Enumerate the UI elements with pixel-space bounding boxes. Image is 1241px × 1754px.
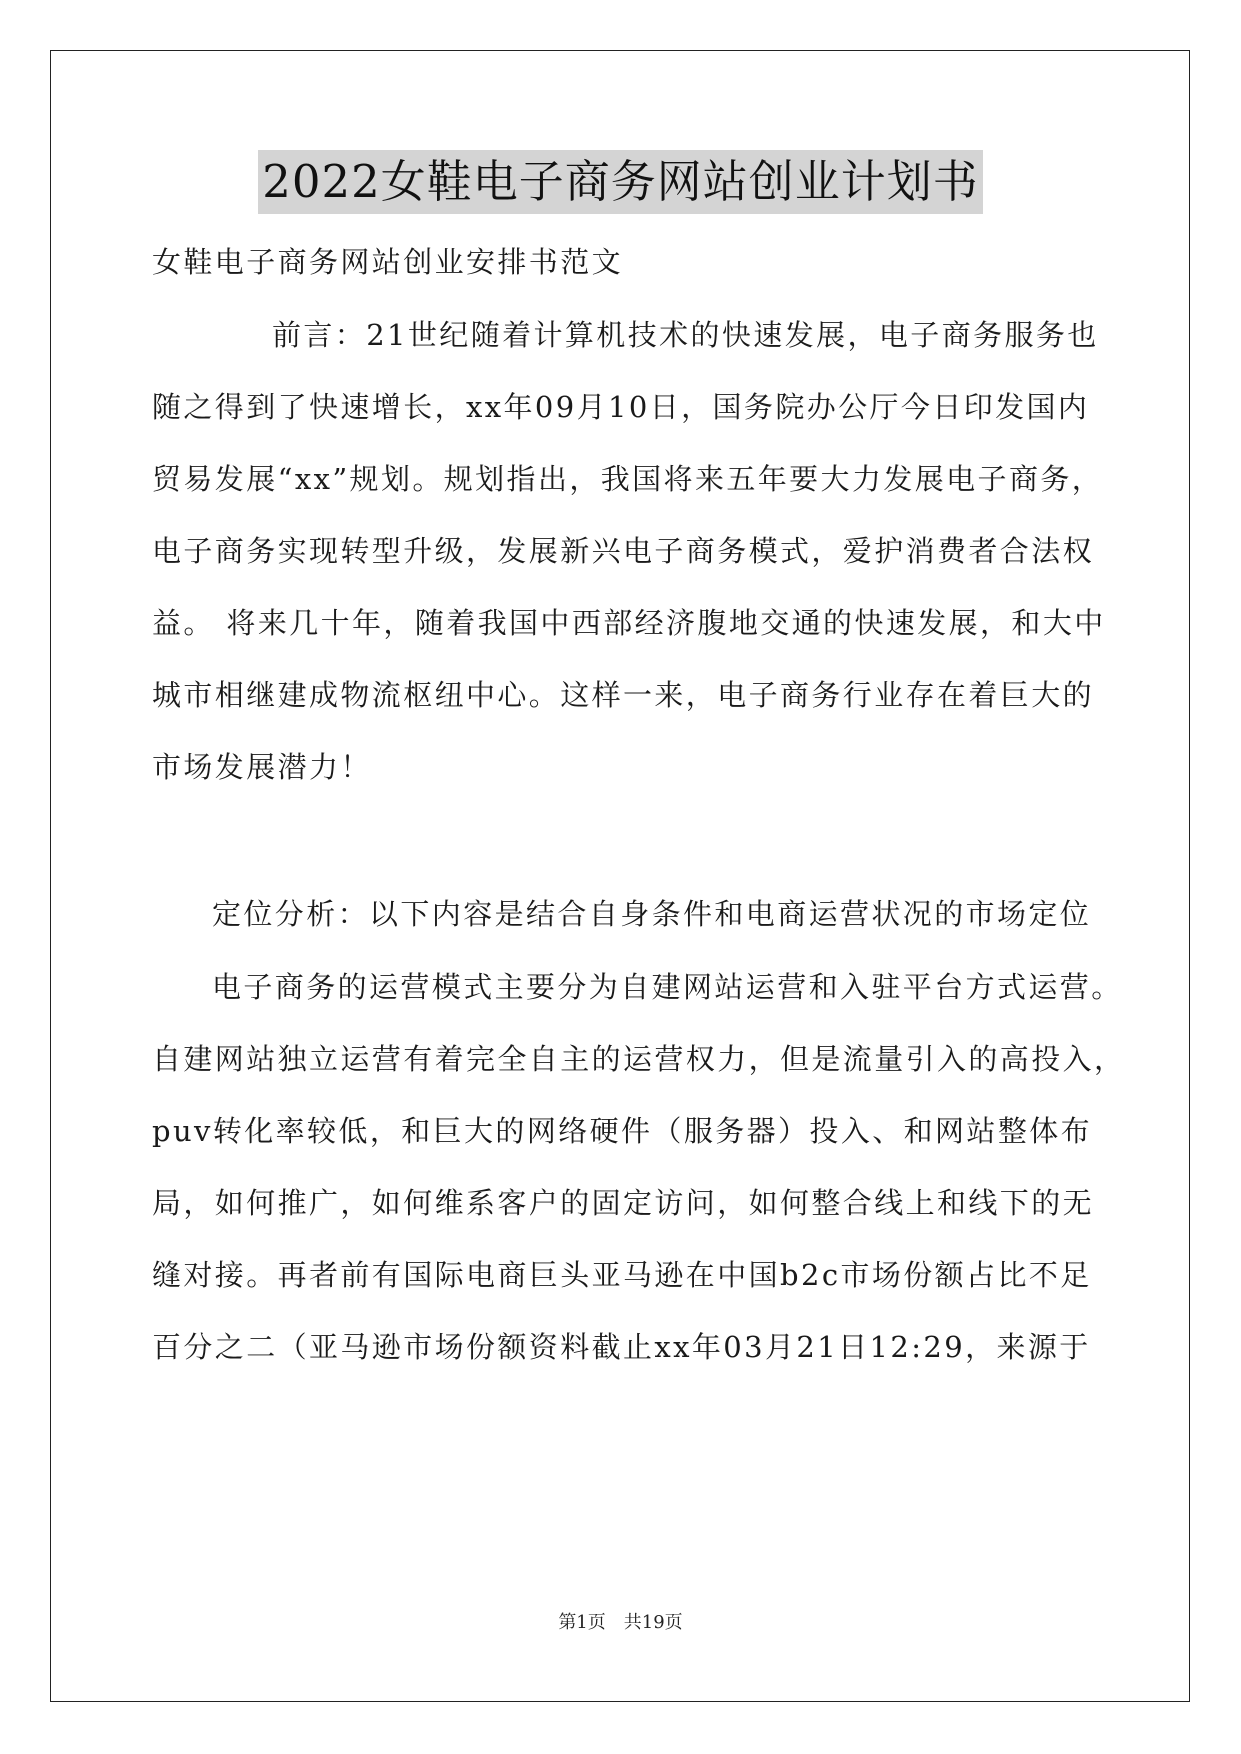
page-border [50, 50, 1190, 1702]
paragraph-line: 自建网站独立运营有着完全自主的运营权力，但是流量引入的高投入， [152, 1042, 1126, 1076]
paragraph-line: 定位分析：以下内容是结合自身条件和电商运营状况的市场定位 [212, 897, 1092, 931]
paragraph-line: 缝对接。再者前有国际电商巨头亚马逊在中国b2c市场份额占比不足 [152, 1258, 1092, 1292]
document-title: 2022女鞋电子商务网站创业计划书 [258, 150, 983, 214]
paragraph-line: 局，如何推广，如何维系客户的固定访问，如何整合线上和线下的无 [152, 1186, 1095, 1220]
paragraph-line: 城市相继建成物流枢纽中心。这样一来，电子商务行业存在着巨大的 [152, 678, 1095, 712]
paragraph-line: 电子商务实现转型升级，发展新兴电子商务模式，爱护消费者合法权 [152, 534, 1095, 568]
paragraph-line: puv转化率较低，和巨大的网络硬件（服务器）投入、和网站整体布 [152, 1114, 1093, 1148]
paragraph-line: 前言：21世纪随着计算机技术的快速发展，电子商务服务也 [272, 318, 1099, 352]
paragraph-line: 市场发展潜力！ [152, 750, 372, 784]
paragraph-line: 随之得到了快速增长，xx年09月10日，国务院办公厅今日印发国内 [152, 390, 1090, 424]
paragraph-line: 百分之二（亚马逊市场份额资料截止xx年03月21日12:29，来源于 [152, 1330, 1091, 1364]
paragraph-line: 电子商务的运营模式主要分为自建网站运营和入驻平台方式运营。 [212, 970, 1123, 1004]
title-wrapper [0, 150, 1241, 214]
page-footer: 第1页 共19页 [558, 1612, 683, 1633]
paragraph-line: 益。 将来几十年，随着我国中西部经济腹地交通的快速发展，和大中 [152, 606, 1106, 640]
document-subtitle: 女鞋电子商务网站创业安排书范文 [152, 245, 624, 279]
paragraph-line: 贸易发展“xx”规划。规划指出，我国将来五年要大力发展电子商务， [152, 462, 1104, 496]
